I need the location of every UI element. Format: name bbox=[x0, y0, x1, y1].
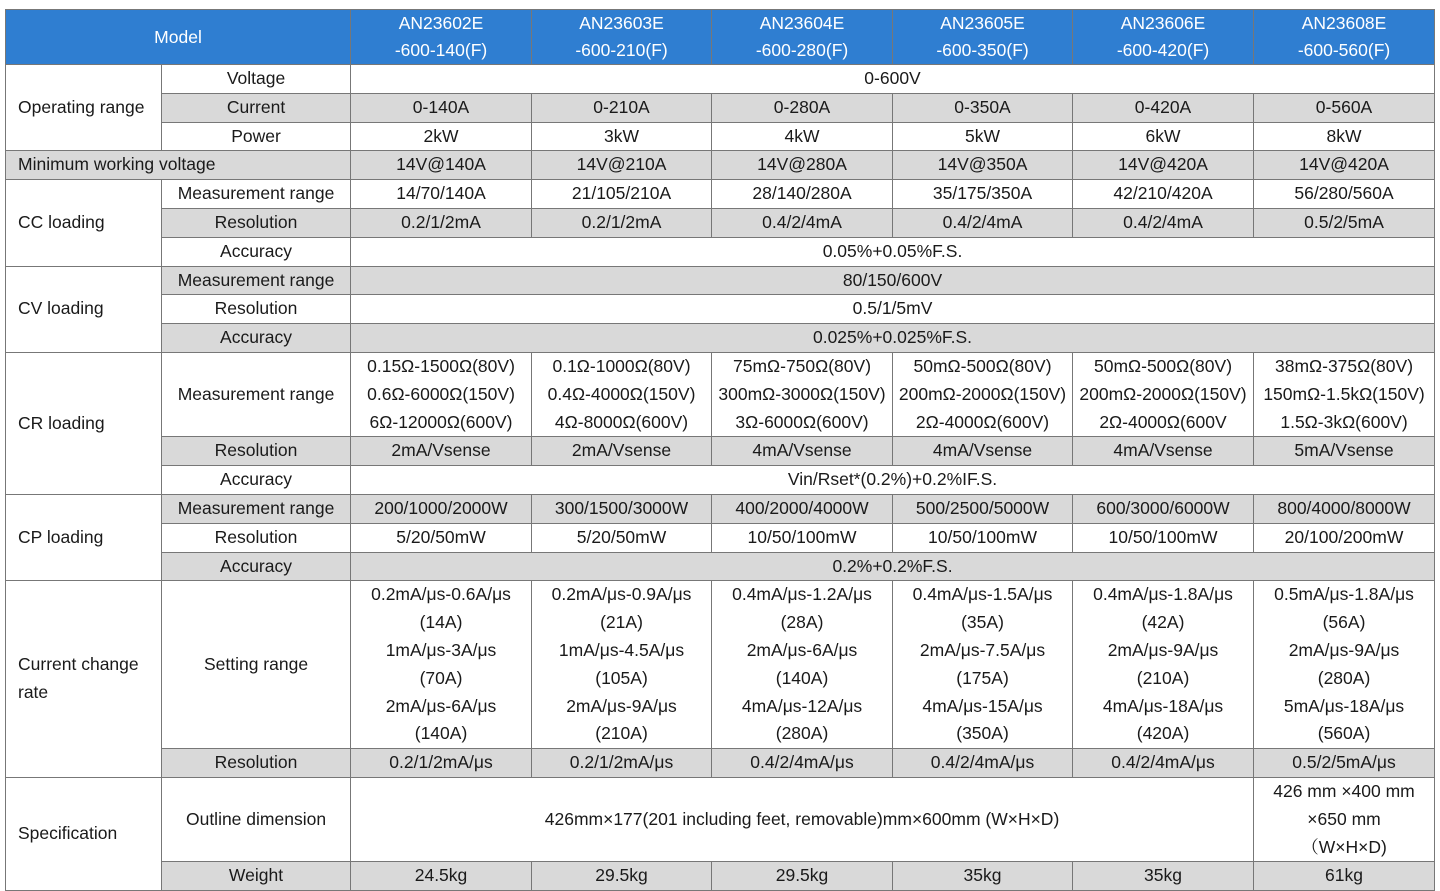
table-cell: 3kW bbox=[532, 122, 712, 151]
table-cell: 10/50/100mW bbox=[712, 523, 893, 552]
table-cell: 21/105/210A bbox=[532, 180, 712, 209]
table-row bbox=[6, 862, 1435, 891]
table-cell: Vin/Rset*(0.2%)+0.2%IF.S. bbox=[351, 466, 1435, 495]
table-cell: 29.5kg bbox=[712, 862, 893, 891]
table-cell: 0-420A bbox=[1073, 93, 1254, 122]
table-cell: 4mA/Vsense bbox=[1073, 437, 1254, 466]
table-row bbox=[6, 749, 1435, 778]
table-cell: 14V@350A bbox=[893, 151, 1073, 180]
table-cell: 0.2%+0.2%F.S. bbox=[351, 552, 1435, 581]
table-row bbox=[6, 151, 1435, 180]
table-cell: 4mA/Vsense bbox=[893, 437, 1073, 466]
table-cell: 426 mm ×400 mm ×650 mm （W×H×D) bbox=[1254, 777, 1435, 861]
model-header: Model bbox=[6, 10, 351, 65]
table-cell: 0-600V bbox=[351, 65, 1435, 94]
category-cp-loading: CP loading bbox=[6, 494, 162, 580]
table-cell: 0.4/2/4mA bbox=[893, 208, 1073, 237]
model-name: AN23602E -600-140(F) bbox=[351, 10, 532, 65]
table-cell: 0.1Ω-1000Ω(80V) 0.4Ω-4000Ω(150V) 4Ω-8000Ω(600V) bbox=[532, 352, 712, 436]
row-label: Resolution bbox=[162, 295, 351, 324]
table-cell: 800/4000/8000W bbox=[1254, 494, 1435, 523]
table-cell: 35/175/350A bbox=[893, 180, 1073, 209]
table-cell: 0.5mA/μs-1.8A/μs (56A) 2mA/μs-9A/μs (280A) 5mA/μs-18A/μs (560A) bbox=[1254, 581, 1435, 749]
table-cell: 5mA/Vsense bbox=[1254, 437, 1435, 466]
table-row bbox=[6, 122, 1435, 151]
table-cell: 6kW bbox=[1073, 122, 1254, 151]
table-row bbox=[6, 93, 1435, 122]
table-cell: 0.4/2/4mA/μs bbox=[712, 749, 893, 778]
category-specification: Specification bbox=[6, 777, 162, 890]
row-label: Weight bbox=[162, 862, 351, 891]
table-cell: 56/280/560A bbox=[1254, 180, 1435, 209]
table-row bbox=[6, 266, 1435, 295]
table-cell: 14V@420A bbox=[1254, 151, 1435, 180]
table-cell: 2mA/Vsense bbox=[532, 437, 712, 466]
table-cell: 0.025%+0.025%F.S. bbox=[351, 324, 1435, 353]
table-row bbox=[6, 466, 1435, 495]
table-cell: 14/70/140A bbox=[351, 180, 532, 209]
row-label: Resolution bbox=[162, 749, 351, 778]
row-label: Resolution bbox=[162, 208, 351, 237]
table-row bbox=[6, 581, 1435, 749]
category-min-working-voltage: Minimum working voltage bbox=[6, 151, 351, 180]
table-cell: 14V@280A bbox=[712, 151, 893, 180]
specification-table bbox=[5, 9, 1435, 891]
table-cell: 500/2500/5000W bbox=[893, 494, 1073, 523]
model-name: AN23604E -600-280(F) bbox=[712, 10, 893, 65]
table-cell: 0-140A bbox=[351, 93, 532, 122]
table-cell: 0-210A bbox=[532, 93, 712, 122]
table-cell: 4mA/Vsense bbox=[712, 437, 893, 466]
row-label: Outline dimension bbox=[162, 777, 351, 861]
table-cell: 5kW bbox=[893, 122, 1073, 151]
table-row bbox=[6, 237, 1435, 266]
table-cell: 50mΩ-500Ω(80V) 200mΩ-2000Ω(150V) 2Ω-4000Ω(600V bbox=[1073, 352, 1254, 436]
table-cell: 0.4mA/μs-1.2A/μs (28A) 2mA/μs-6A/μs (140A) 4mA/μs-12A/μs (280A) bbox=[712, 581, 893, 749]
table-cell: 29.5kg bbox=[532, 862, 712, 891]
table-row bbox=[6, 324, 1435, 353]
table-cell: 20/100/200mW bbox=[1254, 523, 1435, 552]
table-cell: 14V@420A bbox=[1073, 151, 1254, 180]
table-cell: 5/20/50mW bbox=[532, 523, 712, 552]
table-cell: 61kg bbox=[1254, 862, 1435, 891]
table-cell: 300/1500/3000W bbox=[532, 494, 712, 523]
table-cell: 0.5/1/5mV bbox=[351, 295, 1435, 324]
table-cell: 426mm×177(201 including feet, removable)mm×600mm (W×H×D) bbox=[351, 777, 1254, 861]
table-cell: 0-280A bbox=[712, 93, 893, 122]
table-cell: 14V@140A bbox=[351, 151, 532, 180]
table-cell: 0.4/2/4mA bbox=[712, 208, 893, 237]
row-label: Accuracy bbox=[162, 324, 351, 353]
table-row bbox=[6, 180, 1435, 209]
table-cell: 0.2/1/2mA bbox=[532, 208, 712, 237]
model-name: AN23608E -600-560(F) bbox=[1254, 10, 1435, 65]
table-cell: 8kW bbox=[1254, 122, 1435, 151]
row-label: Measurement range bbox=[162, 494, 351, 523]
table-cell: 0.5/2/5mA/μs bbox=[1254, 749, 1435, 778]
model-name: AN23605E -600-350(F) bbox=[893, 10, 1073, 65]
table-row bbox=[6, 295, 1435, 324]
table-cell: 200/1000/2000W bbox=[351, 494, 532, 523]
category-current-change-rate: Current change rate bbox=[6, 581, 162, 778]
table-cell: 75mΩ-750Ω(80V) 300mΩ-3000Ω(150V) 3Ω-6000Ω(600V) bbox=[712, 352, 893, 436]
table-cell: 0.2/1/2mA/μs bbox=[351, 749, 532, 778]
table-cell: 0.5/2/5mA bbox=[1254, 208, 1435, 237]
header-row bbox=[6, 10, 1435, 65]
table-cell: 2kW bbox=[351, 122, 532, 151]
table-cell: 24.5kg bbox=[351, 862, 532, 891]
table-cell: 0.4/2/4mA bbox=[1073, 208, 1254, 237]
row-label: Measurement range bbox=[162, 352, 351, 436]
row-label: Current bbox=[162, 93, 351, 122]
table-cell: 10/50/100mW bbox=[893, 523, 1073, 552]
table-row bbox=[6, 523, 1435, 552]
row-label: Resolution bbox=[162, 523, 351, 552]
table-row bbox=[6, 437, 1435, 466]
table-cell: 0.2/1/2mA bbox=[351, 208, 532, 237]
row-label: Resolution bbox=[162, 437, 351, 466]
table-cell: 35kg bbox=[1073, 862, 1254, 891]
table-cell: 0-560A bbox=[1254, 93, 1435, 122]
category-cr-loading: CR loading bbox=[6, 352, 162, 494]
table-cell: 5/20/50mW bbox=[351, 523, 532, 552]
table-row bbox=[6, 65, 1435, 94]
table-cell: 28/140/280A bbox=[712, 180, 893, 209]
table-row bbox=[6, 552, 1435, 581]
table-row bbox=[6, 208, 1435, 237]
table-cell: 38mΩ-375Ω(80V) 150mΩ-1.5kΩ(150V) 1.5Ω-3kΩ(600V) bbox=[1254, 352, 1435, 436]
row-label: Measurement range bbox=[162, 180, 351, 209]
row-label: Accuracy bbox=[162, 466, 351, 495]
table-row bbox=[6, 777, 1435, 861]
table-cell: 0.2mA/μs-0.9A/μs (21A) 1mA/μs-4.5A/μs (105A) 2mA/μs-9A/μs (210A) bbox=[532, 581, 712, 749]
row-label: Measurement range bbox=[162, 266, 351, 295]
table-cell: 0.4mA/μs-1.5A/μs (35A) 2mA/μs-7.5A/μs (175A) 4mA/μs-15A/μs (350A) bbox=[893, 581, 1073, 749]
table-cell: 4kW bbox=[712, 122, 893, 151]
table-cell: 0-350A bbox=[893, 93, 1073, 122]
table-cell: 400/2000/4000W bbox=[712, 494, 893, 523]
table-cell: 14V@210A bbox=[532, 151, 712, 180]
row-label: Setting range bbox=[162, 581, 351, 749]
table-cell: 10/50/100mW bbox=[1073, 523, 1254, 552]
row-label: Power bbox=[162, 122, 351, 151]
table-cell: 42/210/420A bbox=[1073, 180, 1254, 209]
table-cell: 600/3000/6000W bbox=[1073, 494, 1254, 523]
model-name: AN23606E -600-420(F) bbox=[1073, 10, 1254, 65]
table-row bbox=[6, 494, 1435, 523]
category-operating-range: Operating range bbox=[6, 65, 162, 151]
table-cell: 50mΩ-500Ω(80V) 200mΩ-2000Ω(150V) 2Ω-4000Ω(600V) bbox=[893, 352, 1073, 436]
table-row bbox=[6, 352, 1435, 436]
table-cell: 0.2mA/μs-0.6A/μs (14A) 1mA/μs-3A/μs (70A) 2mA/μs-6A/μs (140A) bbox=[351, 581, 532, 749]
table-cell: 0.4/2/4mA/μs bbox=[893, 749, 1073, 778]
table-cell: 2mA/Vsense bbox=[351, 437, 532, 466]
category-cv-loading: CV loading bbox=[6, 266, 162, 352]
table-cell: 35kg bbox=[893, 862, 1073, 891]
table-cell: 0.15Ω-1500Ω(80V) 0.6Ω-6000Ω(150V) 6Ω-12000Ω(600V) bbox=[351, 352, 532, 436]
category-cc-loading: CC loading bbox=[6, 180, 162, 266]
row-label: Voltage bbox=[162, 65, 351, 94]
table-cell: 0.2/1/2mA/μs bbox=[532, 749, 712, 778]
table-cell: 0.4mA/μs-1.8A/μs (42A) 2mA/μs-9A/μs (210A) 4mA/μs-18A/μs (420A) bbox=[1073, 581, 1254, 749]
table-cell: 0.4/2/4mA/μs bbox=[1073, 749, 1254, 778]
model-name: AN23603E -600-210(F) bbox=[532, 10, 712, 65]
table-cell: 80/150/600V bbox=[351, 266, 1435, 295]
row-label: Accuracy bbox=[162, 237, 351, 266]
table-cell: 0.05%+0.05%F.S. bbox=[351, 237, 1435, 266]
row-label: Accuracy bbox=[162, 552, 351, 581]
